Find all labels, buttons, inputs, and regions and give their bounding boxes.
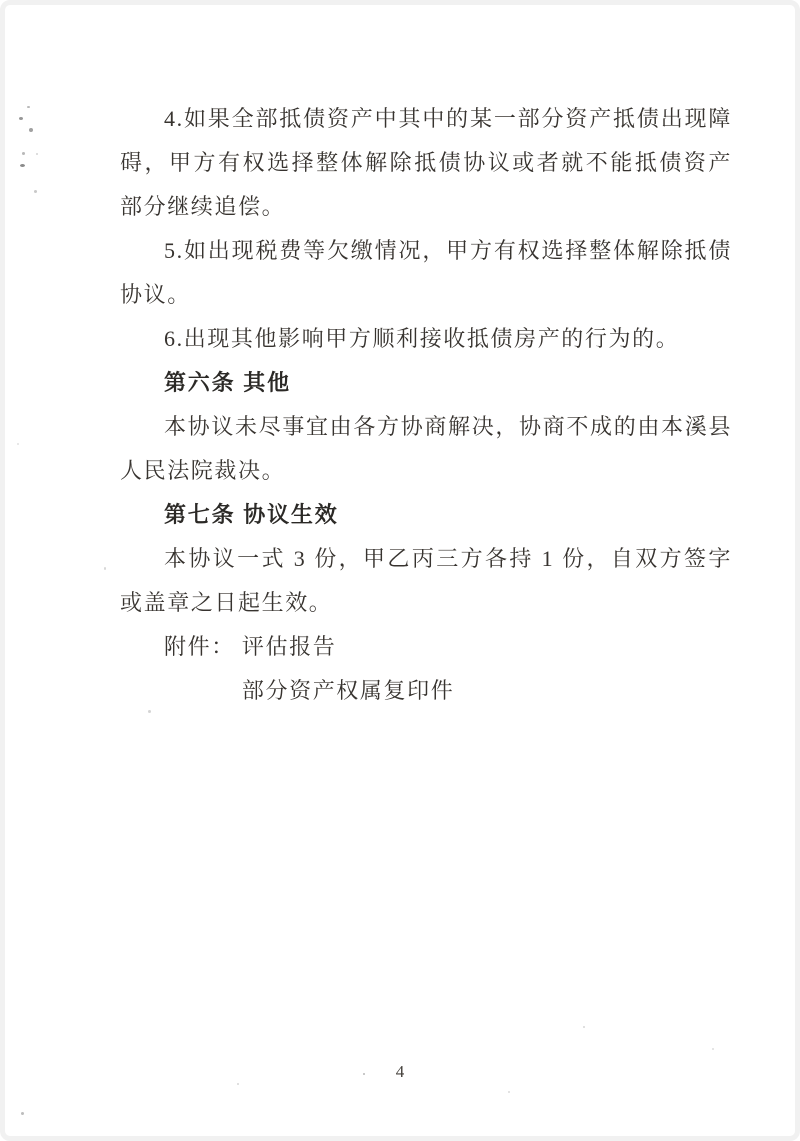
clause-item-6: 6.出现其他影响甲方顺利接收抵债房产的行为的。 (164, 326, 680, 351)
attachments-list (242, 625, 454, 713)
scan-speck (21, 1112, 24, 1115)
article-7-heading: 第七条 协议生效 (164, 502, 339, 527)
scan-speck (34, 190, 37, 193)
contract-body (120, 97, 732, 713)
scan-speck (583, 1026, 585, 1028)
scan-speck (36, 153, 38, 155)
article-7-body: 本协议一式 3 份，甲乙丙三方各持 1 份，自双方签字或盖章之日起生效。 (120, 546, 732, 615)
attachment-item: 部分资产权属复印件 (241, 678, 455, 703)
attachments-label: 附件： (164, 634, 242, 659)
article-6-heading: 第六条 其他 (164, 370, 291, 395)
clause-item-5: 5.如出现税费等欠缴情况，甲方有权选择整体解除抵债协议。 (120, 238, 732, 307)
page-number: 4 (395, 1062, 405, 1081)
scan-speck (104, 567, 106, 570)
clause-item-4: 4.如果全部抵债资产中其中的某一部分资产抵债出现障碍，甲方有权选择整体解除抵债协议或者就不能抵债资产部分继续追偿。 (120, 106, 732, 219)
scan-speck (29, 128, 33, 132)
scan-speck (19, 117, 23, 120)
attachments-block (120, 625, 732, 713)
scan-speck (17, 443, 19, 445)
scan-speck (27, 106, 30, 108)
scan-speck (237, 1083, 239, 1085)
scan-speck (508, 1091, 510, 1093)
scan-speck (20, 164, 25, 167)
scan-speck (712, 1048, 714, 1050)
article-6-body: 本协议未尽事宜由各方协商解决，协商不成的由本溪县人民法院裁决。 (120, 414, 732, 483)
scan-speck (22, 152, 25, 155)
attachment-item: 评估报告 (241, 634, 337, 659)
